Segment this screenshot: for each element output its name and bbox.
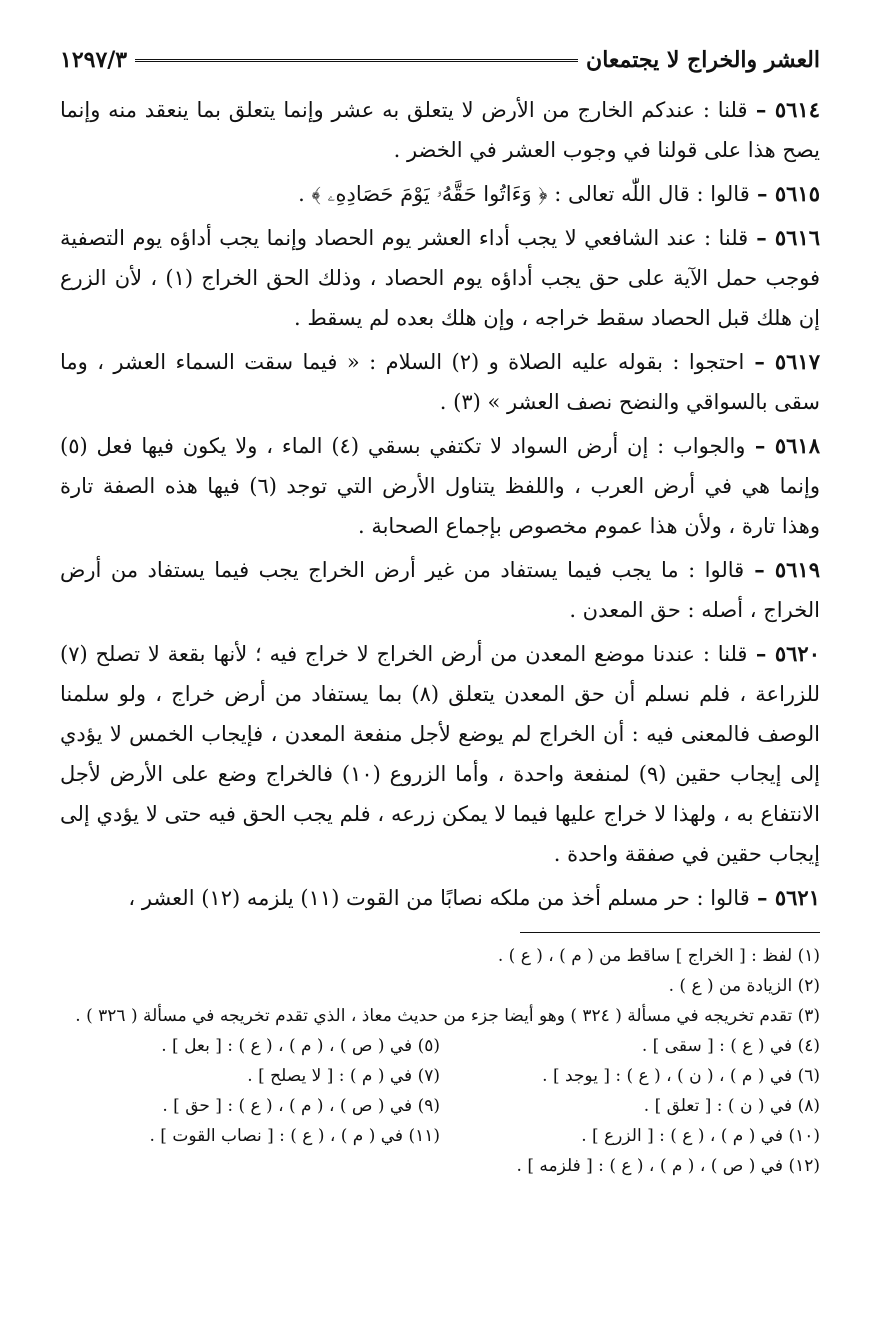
footnote: (٤) في ( ع ) : [ سقى ] . bbox=[641, 1036, 820, 1056]
page-number: ١٢٩٧/٣ bbox=[60, 47, 128, 73]
footnote-separator bbox=[520, 932, 820, 933]
main-text bbox=[60, 90, 820, 918]
paragraph-text: قالوا : قال اللّٰه تعالى : ﴿ وَءَاتُوا حَقَّهُۥ يَوْمَ حَصَادِهِۦ ﴾ . bbox=[298, 182, 750, 206]
footnote-row bbox=[60, 1031, 820, 1061]
footnotes bbox=[60, 941, 820, 1181]
footnote-row bbox=[60, 1121, 820, 1151]
paragraph: ٥٦١٨ – والجواب : إن أرض السواد لا تكتفي بسقي (٤) الماء ، ولا يكون فيها فعل (٥) وإنما هي في أرض العرب ، واللفظ يتناول الأرض التي توجد (٦) فيها هذه الصفة تارة وهذا تارة ، ولأن هذا عموم مخصوص بإجماع الصحابة . bbox=[60, 433, 820, 538]
running-title: العشر والخراج لا يجتمعان bbox=[586, 47, 820, 73]
paragraph-text: قالوا : حر مسلم أخذ من ملكه نصابًا من القوت (١١) يلزمه (١٢) العشر ، bbox=[128, 886, 750, 910]
footnote: (٥) في ( ص ) ، ( م ) ، ( ع ) : [ بعل ] . bbox=[161, 1036, 440, 1056]
footnote-row bbox=[60, 1061, 820, 1091]
page bbox=[60, 40, 820, 1181]
paragraph-number: ٥٦١٤ bbox=[774, 97, 820, 122]
paragraph-number: ٥٦٢٠ bbox=[774, 641, 820, 666]
paragraph: ٥٦٢١ – قالوا : حر مسلم أخذ من ملكه نصابًا من القوت (١١) يلزمه (١٢) العشر ، bbox=[128, 885, 820, 910]
paragraph: ٥٦١٩ – قالوا : ما يجب فيما يستفاد من غير أرض الخراج يجب فيما يستفاد من أرض الخراج ، أصله : حق المعدن . bbox=[60, 557, 820, 622]
paragraph-text: قلنا : عندنا موضع المعدن من أرض الخراج لا خراج فيه ؛ لأنها بقعة لا تصلح (٧) للزراعة ، فلم نسلم أن حق المعدن يتعلق (٨) بما يستفاد من أرض خراج ، ولو سلمنا الوصف فالمعنى فيه : أن الخراج لم يوضع لأجل منفعة المعدن ، فإيجاب الخمس لا يؤدي إلى إيجاب حقين (٩) لمنفعة واحدة ، وأما الزروع (١٠) فالخراج وضع على الأرض لأجل الانتفاع به ، ولهذا لا خراج عليها فيما لا يمكن زرعه ، فلم يجب الحق فيه حتى لا يؤدي إلى إيجاب حقين في صفقة واحدة . bbox=[60, 642, 821, 866]
paragraph-number: ٥٦١٨ bbox=[774, 433, 820, 458]
footnote: (١٢) في ( ص ) ، ( م ) ، ( ع ) : [ فلزمه ] . bbox=[516, 1156, 820, 1176]
paragraph: ٥٦١٦ – قلنا : عند الشافعي لا يجب أداء العشر يوم الحصاد وإنما يجب أداؤه يوم التصفية فوجب حمل الآية على حق يجب أداؤه يوم الحصاد ، وذلك الحق الخراج (١) ، لأن الزرع إن هلك قبل الحصاد سقط خراجه ، وإن هلك بعده لم يسقط . bbox=[60, 225, 821, 330]
paragraph-text: احتجوا : بقوله عليه الصلاة و (٢) السلام : « فيما سقت السماء العشر ، وما سقى بالسواقي والنضح نصف العشر » (٣) . bbox=[60, 350, 820, 414]
footnote: (٧) في ( م ) : [ لا يصلح ] . bbox=[247, 1066, 440, 1086]
footnote: (١١) في ( م ) ، ( ع ) : [ نصاب القوت ] . bbox=[149, 1126, 440, 1146]
paragraph: ٥٦١٤ – قلنا : عندكم الخارج من الأرض لا يتعلق به عشر وإنما يتعلق بما ينعقد منه وإنما يصح هذا على قولنا في وجوب العشر في الخضر . bbox=[60, 97, 820, 162]
page-header bbox=[60, 40, 820, 80]
footnote: (١٠) في ( م ) ، ( ع ) : [ الزرع ] . bbox=[581, 1126, 820, 1146]
paragraph-text: قلنا : عند الشافعي لا يجب أداء العشر يوم الحصاد وإنما يجب أداؤه يوم التصفية فوجب حمل الآية على حق يجب أداؤه يوم الحصاد ، وذلك الحق الخراج (١) ، لأن الزرع إن هلك قبل الحصاد سقط خراجه ، وإن هلك بعده لم يسقط . bbox=[60, 226, 821, 330]
footnote: (٦) في ( م ) ، ( ن ) ، ( ع ) : [ يوجد ] . bbox=[542, 1066, 820, 1086]
paragraph-text: والجواب : إن أرض السواد لا تكتفي بسقي (٤) الماء ، ولا يكون فيها فعل (٥) وإنما هي في أرض العرب ، واللفظ يتناول الأرض التي توجد (٦) فيها هذه الصفة تارة وهذا تارة ، ولأن هذا عموم مخصوص بإجماع الصحابة . bbox=[60, 434, 820, 538]
header-rule bbox=[135, 59, 578, 62]
footnote: (١) لفظ : [ الخراج ] ساقط من ( م ) ، ( ع ) . bbox=[497, 946, 820, 966]
paragraph: ٥٦٢٠ – قلنا : عندنا موضع المعدن من أرض الخراج لا خراج فيه ؛ لأنها بقعة لا تصلح (٧) للزراعة ، فلم نسلم أن حق المعدن يتعلق (٨) بما يستفاد من أرض خراج ، ولو سلمنا الوصف فالمعنى فيه : أن الخراج لم يوضع لأجل منفعة المعدن ، فإيجاب الخمس لا يؤدي إلى إيجاب حقين (٩) لمنفعة واحدة ، وأما الزروع (١٠) فالخراج وضع على الأرض لأجل الانتفاع به ، ولهذا لا خراج عليها فيما لا يمكن زرعه ، فلم يجب الحق فيه حتى لا يؤدي إلى إيجاب حقين في صفقة واحدة . bbox=[60, 641, 821, 866]
paragraph-number: ٥٦١٩ bbox=[774, 557, 820, 582]
paragraph-text: قلنا : عندكم الخارج من الأرض لا يتعلق به عشر وإنما يتعلق بما ينعقد منه وإنما يصح هذا على قولنا في وجوب العشر في الخضر . bbox=[60, 98, 820, 162]
footnote-row bbox=[60, 1091, 820, 1121]
paragraph-text: قالوا : ما يجب فيما يستفاد من غير أرض الخراج يجب فيما يستفاد من أرض الخراج ، أصله : حق المعدن . bbox=[60, 558, 820, 622]
paragraph: ٥٦١٧ – احتجوا : بقوله عليه الصلاة و (٢) السلام : « فيما سقت السماء العشر ، وما سقى بالسواقي والنضح نصف العشر » (٣) . bbox=[60, 349, 820, 414]
footnote: (٨) في ( ن ) : [ تعلق ] . bbox=[643, 1096, 820, 1116]
paragraph-number: ٥٦٢١ bbox=[774, 885, 820, 910]
footnote: (٢) الزيادة من ( ع ) . bbox=[668, 976, 820, 996]
paragraph-number: ٥٦١٦ bbox=[774, 225, 821, 250]
paragraph-number: ٥٦١٥ bbox=[774, 181, 820, 206]
paragraph: ٥٦١٥ – قالوا : قال اللّٰه تعالى : ﴿ وَءَاتُوا حَقَّهُۥ يَوْمَ حَصَادِهِۦ ﴾ . bbox=[298, 181, 820, 206]
footnote: (٣) تقدم تخريجه في مسألة ( ٣٢٤ ) وهو أيضا جزء من حديث معاذ ، الذي تقدم تخريجه في مسألة ( ٣٢٦ ) . bbox=[75, 1006, 820, 1026]
paragraph-number: ٥٦١٧ bbox=[774, 349, 820, 374]
footnote: (٩) في ( ص ) ، ( م ) ، ( ع ) : [ حق ] . bbox=[162, 1096, 440, 1116]
